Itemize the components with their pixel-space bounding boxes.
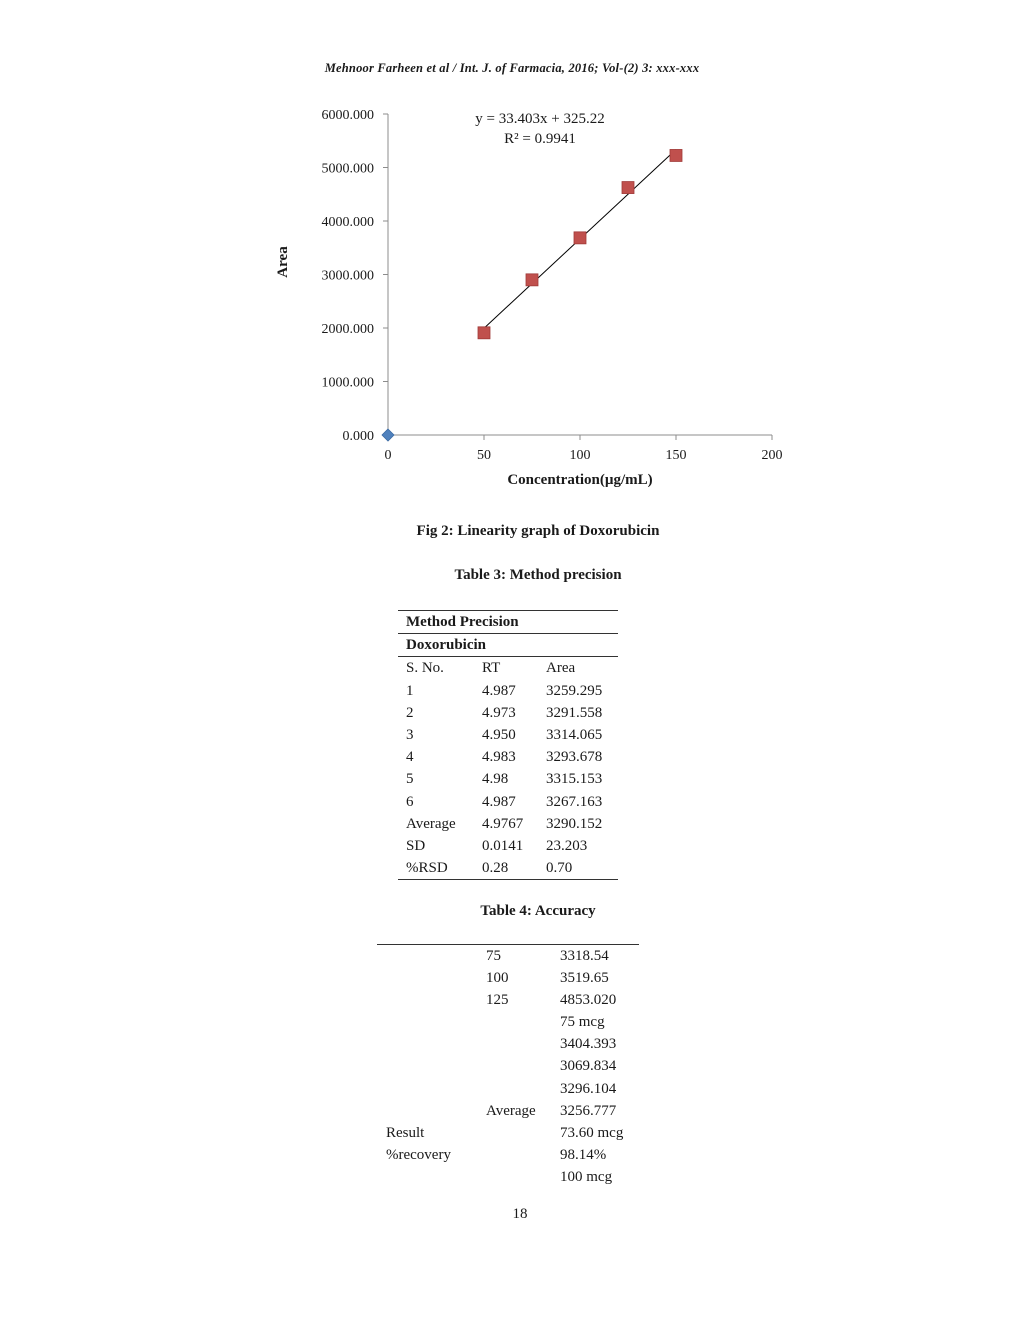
- drug-row: [398, 634, 618, 657]
- method-precision-table: [398, 610, 618, 880]
- y-tick-label: 3000.000: [321, 268, 374, 284]
- cell: 4.9767: [482, 815, 524, 832]
- cell: [377, 1078, 486, 1100]
- y-tick-label: 4000.000: [321, 215, 374, 230]
- cell: [377, 1055, 486, 1077]
- data-point: [478, 327, 490, 339]
- cell: 23.203: [546, 838, 588, 855]
- cell: 4.983: [482, 749, 516, 766]
- y-tick-label: 1000.000: [321, 375, 374, 391]
- cell: 4.987: [482, 682, 516, 699]
- cell: 3267.163: [546, 793, 603, 810]
- cell: 3314.065: [546, 727, 603, 744]
- table-row: [377, 1011, 639, 1033]
- table-row: [398, 724, 618, 746]
- table-row: [398, 813, 618, 835]
- table-row: [377, 1144, 639, 1166]
- cell: 3259.295: [546, 682, 603, 699]
- table-title-row: [398, 611, 618, 634]
- cell: [486, 1144, 560, 1166]
- cell: 5: [406, 771, 414, 788]
- table-row: [377, 1078, 639, 1100]
- table-row: [377, 1166, 639, 1188]
- cell: 3318.54: [560, 945, 639, 968]
- col-header-sno: S. No.: [398, 657, 474, 680]
- data-point: [670, 149, 682, 161]
- column-header-row: [398, 657, 618, 680]
- table-row: [377, 1055, 639, 1077]
- running-head: Mehnoor Farheen et al / Int. J. of Farmacia, 2016; Vol-(2) 3: xxx-xxx: [324, 61, 700, 75]
- cell: 100 mcg: [560, 1168, 613, 1185]
- cell: 3069.834: [560, 1058, 617, 1075]
- cell: [377, 1011, 486, 1033]
- y-axis-title: Area: [275, 246, 291, 278]
- cell: 3290.152: [546, 815, 603, 832]
- cell: [377, 967, 486, 989]
- cell: Average: [486, 1102, 536, 1119]
- cell: 4.973: [482, 704, 516, 721]
- chart-points: [382, 149, 682, 441]
- cell: [377, 1166, 486, 1188]
- cell: [486, 1033, 560, 1055]
- cell: %RSD: [398, 857, 474, 880]
- origin-point: [382, 429, 394, 441]
- cell: 2: [406, 704, 414, 721]
- chart-axes: [388, 114, 772, 435]
- table-row: [398, 680, 618, 702]
- x-tick-label: 100: [569, 448, 591, 463]
- cell: 3315.153: [546, 771, 603, 788]
- data-point: [526, 274, 538, 286]
- table-row: [398, 768, 618, 790]
- y-tick-label: 2000.000: [321, 322, 374, 337]
- x-tick-label: 150: [665, 448, 687, 463]
- y-tick-label: 6000.000: [321, 108, 374, 123]
- data-point: [574, 232, 586, 244]
- cell: 3296.104: [560, 1080, 617, 1097]
- cell: 75: [486, 945, 560, 968]
- cell: [377, 945, 486, 968]
- table-row: [377, 1122, 639, 1144]
- y-tick-label: 5000.000: [321, 161, 374, 177]
- table-row: [398, 835, 618, 857]
- cell: SD: [406, 838, 426, 855]
- cell: 0.0141: [482, 838, 524, 855]
- y-tick-label: 0.000: [342, 429, 374, 444]
- cell: 4: [406, 749, 414, 766]
- cell: Result: [386, 1124, 425, 1141]
- table-row: [398, 857, 618, 880]
- chart-ticks: [322, 108, 783, 463]
- page-number: 18: [512, 1206, 528, 1222]
- cell: [486, 1011, 560, 1033]
- cell: 0.28: [474, 857, 538, 880]
- figure-caption: Fig 2: Linearity graph of Doxorubicin: [416, 523, 660, 539]
- table4-caption: Table 4: Accuracy: [480, 903, 596, 919]
- r-squared-label: R² = 0.9941: [504, 131, 576, 147]
- table-row: [398, 702, 618, 724]
- cell: 73.60 mcg: [560, 1124, 624, 1141]
- cell: [377, 1033, 486, 1055]
- x-tick-label: 50: [477, 448, 491, 463]
- table-row: [377, 1033, 639, 1055]
- cell: [377, 989, 486, 1011]
- data-point: [622, 182, 634, 194]
- cell: 4.987: [482, 793, 516, 810]
- cell: 0.70: [538, 857, 618, 880]
- cell: [486, 1055, 560, 1077]
- cell: 98.14%: [560, 1146, 607, 1163]
- cell: 100: [486, 970, 509, 987]
- cell: Average: [406, 815, 456, 832]
- accuracy-table: [377, 944, 639, 1188]
- cell: [486, 1122, 560, 1144]
- cell: 6: [406, 793, 414, 810]
- linearity-chart: [0, 0, 1024, 500]
- cell: 75 mcg: [560, 1014, 605, 1031]
- table-title: Method Precision: [398, 611, 618, 634]
- cell: [377, 1100, 486, 1122]
- table-row: [377, 967, 639, 989]
- table-row: [377, 989, 639, 1011]
- cell: 3256.777: [560, 1102, 617, 1119]
- cell: 3293.678: [546, 749, 603, 766]
- cell: 125: [486, 992, 509, 1009]
- drug-name: Doxorubicin: [398, 634, 618, 657]
- col-header-area: Area: [538, 657, 618, 680]
- cell: 4.950: [482, 727, 516, 744]
- table3-caption: Table 3: Method precision: [454, 567, 622, 583]
- cell: 3: [406, 727, 414, 744]
- table-row: [398, 791, 618, 813]
- cell: 1: [406, 682, 414, 699]
- cell: 4.98: [482, 771, 509, 788]
- cell: 3291.558: [546, 704, 603, 721]
- cell: 4853.020: [560, 992, 617, 1009]
- col-header-rt: RT: [474, 657, 538, 680]
- cell: 3404.393: [560, 1036, 617, 1053]
- x-tick-label: 0: [384, 448, 392, 463]
- cell: [486, 1166, 560, 1188]
- table-row: [377, 945, 639, 968]
- x-axis-title: Concentration(µg/mL): [507, 472, 653, 488]
- trendline-equation: y = 33.403x + 325.22: [475, 111, 605, 127]
- cell: %recovery: [386, 1146, 451, 1163]
- x-tick-label: 200: [761, 448, 783, 463]
- table-row: [398, 746, 618, 768]
- table-row: [377, 1100, 639, 1122]
- cell: [486, 1078, 560, 1100]
- cell: 3519.65: [560, 970, 609, 987]
